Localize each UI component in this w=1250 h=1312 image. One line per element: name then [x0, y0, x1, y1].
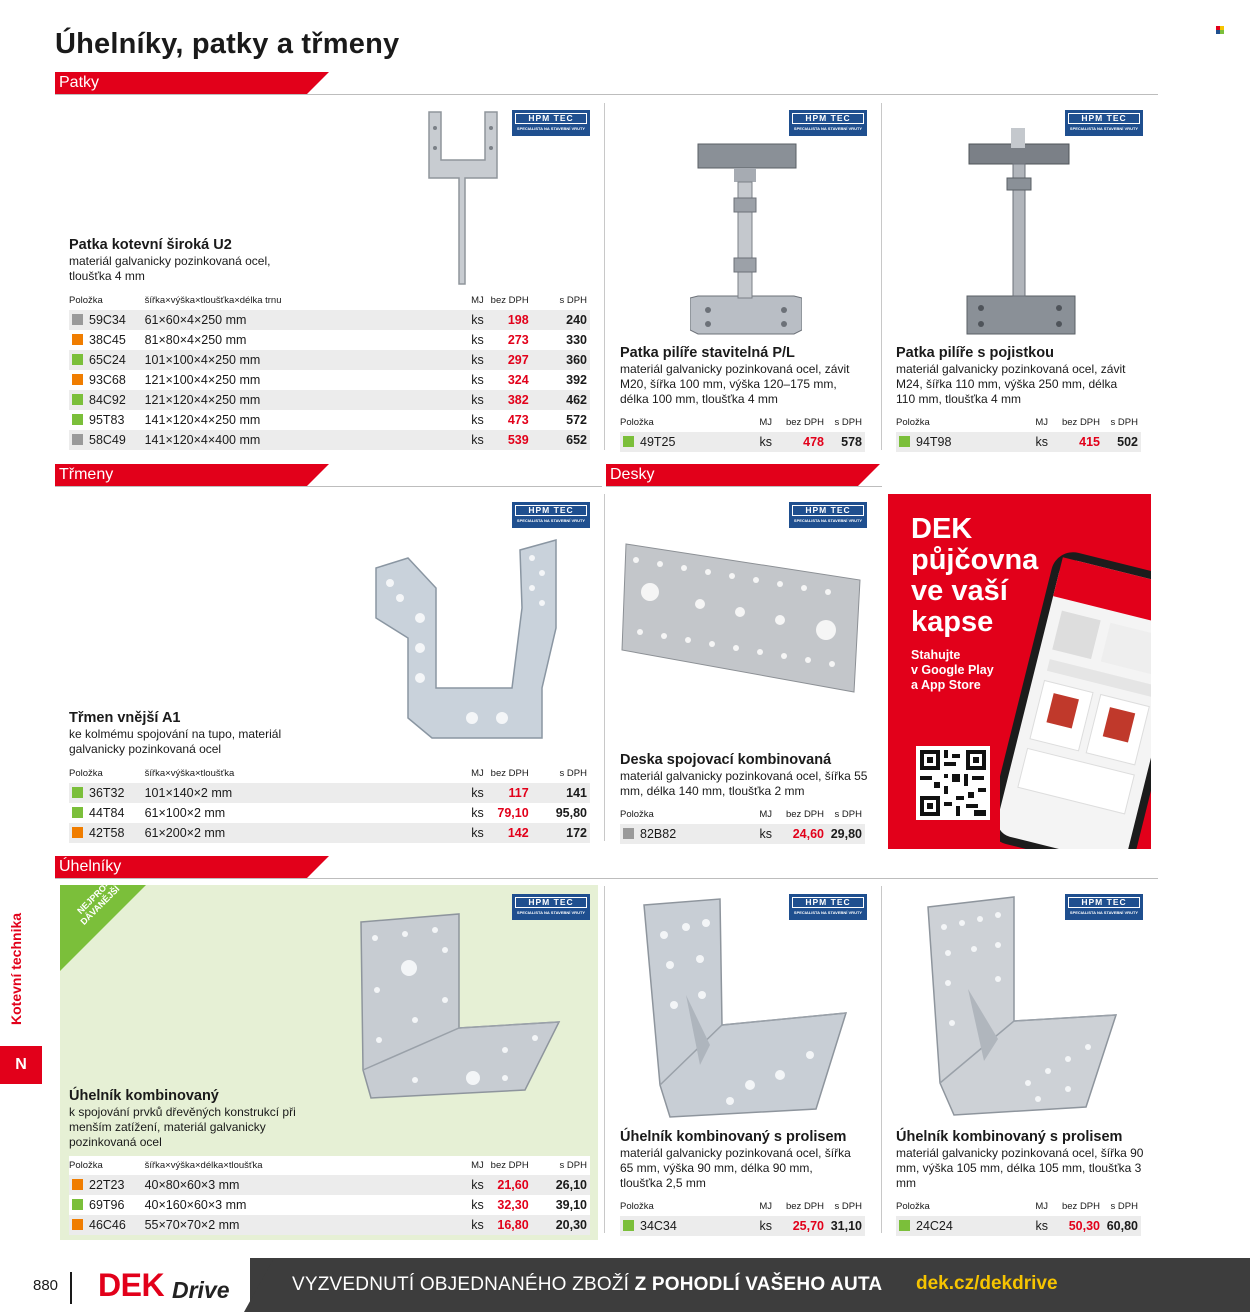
- hpm-tec-logo: HPM TEC SPECIALISTA NA STAVEBNÍ VRUTY: [789, 502, 867, 528]
- footer-banner: [0, 1258, 1250, 1312]
- table-header-item: Položka: [620, 413, 734, 432]
- item-code: 46C46: [89, 1218, 126, 1232]
- item-dimensions: 101×140×2 mm: [145, 783, 400, 803]
- column-divider: [604, 103, 605, 450]
- item-dimensions: 40×80×60×3 mm: [145, 1175, 400, 1195]
- promo-headline: kapse: [911, 606, 994, 638]
- product-title: Úhelník kombinovaný s prolisem: [896, 1129, 1123, 1145]
- table-header-dims: šířka×výška×tloušťka×délka trnu: [145, 291, 400, 310]
- table-header-gross: s DPH: [529, 764, 590, 783]
- availability-swatch-icon: [72, 374, 83, 385]
- item-code: 69T96: [89, 1198, 125, 1212]
- table-row: [69, 350, 590, 370]
- table-header-dims: šířka×výška×tloušťka: [145, 764, 400, 783]
- item-unit: ks: [400, 1195, 484, 1215]
- item-code-cell: [69, 1215, 145, 1235]
- product-title: Patka pilíře s pojistkou: [896, 345, 1054, 361]
- item-price-net: 50,30: [1048, 1216, 1100, 1236]
- corner-mark-icon: [1216, 26, 1226, 34]
- item-price-gross: 95,80: [529, 803, 590, 823]
- uhelnik-prolis-90-image: [918, 893, 1118, 1118]
- item-unit: ks: [1010, 1216, 1048, 1236]
- table-header-item: Položka: [896, 413, 1010, 432]
- item-price-gross: 652: [529, 430, 590, 450]
- item-unit: ks: [400, 330, 484, 350]
- availability-swatch-icon: [72, 334, 83, 345]
- item-price-net: 142: [484, 823, 529, 843]
- section-divider: [55, 878, 1158, 879]
- availability-swatch-icon: [72, 1219, 83, 1230]
- item-dimensions: 61×100×2 mm: [145, 803, 400, 823]
- table-row: [69, 1175, 590, 1195]
- table-row: [896, 1216, 1141, 1236]
- uhelnik-kombinovany-image: [355, 910, 565, 1100]
- product-description: materiál galvanicky pozinkovaná ocel, závit M20, šířka 100 mm, výška 120–175 mm, délka 100 mm, tloušťka 4 mm: [620, 362, 850, 406]
- section-divider: [55, 486, 602, 487]
- page-number-divider: [70, 1272, 72, 1304]
- item-price-net: 16,80: [484, 1215, 529, 1235]
- item-dimensions: 61×60×4×250 mm: [145, 310, 400, 330]
- promo-subtext: v Google Play: [911, 663, 994, 677]
- table-header-mj: MJ: [734, 1197, 772, 1216]
- table-row: [69, 1195, 590, 1215]
- item-price-gross: 26,10: [529, 1175, 590, 1195]
- item-price-gross: 360: [529, 350, 590, 370]
- table-header-gross: s DPH: [824, 413, 865, 432]
- item-code-cell: [69, 803, 145, 823]
- product-description: k spojování prvků dřevěných konstrukcí při menším zatížení, materiál galvanicky pozinkovaná ocel: [69, 1105, 296, 1149]
- item-code-cell: [69, 330, 145, 350]
- patka-stavitelna-image: [690, 138, 802, 338]
- item-price-net: 198: [484, 310, 529, 330]
- table-header-mj: MJ: [1010, 1197, 1048, 1216]
- product-title: Patka kotevní široká U2: [69, 237, 232, 253]
- item-price-net: 117: [484, 783, 529, 803]
- item-price-gross: 240: [529, 310, 590, 330]
- table-header-mj: MJ: [734, 805, 772, 824]
- item-price-gross: 392: [529, 370, 590, 390]
- column-divider: [604, 494, 605, 841]
- product-table: [69, 1156, 590, 1235]
- section-divider: [55, 94, 1158, 95]
- hpm-tec-logo: HPM TEC SPECIALISTA NA STAVEBNÍ VRUTY: [512, 110, 590, 136]
- item-code-cell: [69, 370, 145, 390]
- item-unit: ks: [400, 410, 484, 430]
- patka-u2-image: [425, 108, 505, 288]
- table-row: [69, 823, 590, 843]
- promo-subtext: Stahujte: [911, 648, 961, 662]
- item-code: 38C45: [89, 333, 126, 347]
- section-tab-trmeny: Třmeny: [55, 464, 325, 486]
- item-price-gross: 330: [529, 330, 590, 350]
- item-code-cell: [620, 824, 734, 844]
- item-price-net: 21,60: [484, 1175, 529, 1195]
- product-title: Patka pilíře stavitelná P/L: [620, 345, 795, 361]
- item-price-net: 473: [484, 410, 529, 430]
- table-header-item: Položka: [69, 764, 145, 783]
- item-unit: ks: [400, 430, 484, 450]
- availability-swatch-icon: [72, 807, 83, 818]
- item-unit: ks: [400, 803, 484, 823]
- product-description: materiál galvanicky pozinkovaná ocel, šířka 65 mm, výška 90 mm, délka 90 mm, tloušťka 2,5 mm: [620, 1146, 851, 1190]
- item-code-cell: [69, 823, 145, 843]
- item-dimensions: 61×200×2 mm: [145, 823, 400, 843]
- item-code: 58C49: [89, 433, 126, 447]
- promo-headline: ve vaší: [911, 575, 1008, 607]
- item-code: 36T32: [89, 786, 125, 800]
- item-dimensions: 40×160×60×3 mm: [145, 1195, 400, 1215]
- table-row: [69, 803, 590, 823]
- availability-swatch-icon: [72, 394, 83, 405]
- patka-pojistka-image: [965, 128, 1077, 338]
- item-price-gross: 172: [529, 823, 590, 843]
- item-dimensions: 55×70×70×2 mm: [145, 1215, 400, 1235]
- item-unit: ks: [734, 1216, 772, 1236]
- product-table: [69, 764, 590, 843]
- item-unit: ks: [400, 823, 484, 843]
- footer-message: VYZVEDNUTÍ OBJEDNANÉHO ZBOŽÍ Z POHODLÍ VAŠEHO AUTA: [292, 1274, 883, 1295]
- item-price-net: 25,70: [772, 1216, 824, 1236]
- table-header-mj: MJ: [1010, 413, 1048, 432]
- item-dimensions: 141×120×4×400 mm: [145, 430, 400, 450]
- item-price-net: 478: [772, 432, 824, 452]
- table-header-mj: MJ: [734, 413, 772, 432]
- promo-headline: DEK: [911, 513, 973, 545]
- item-code: 59C34: [89, 313, 126, 327]
- product-description: materiál galvanicky pozinkovaná ocel, šířka 55 mm, délka 140 mm, tloušťka 2 mm: [620, 769, 868, 798]
- product-description: ke kolmému spojování na tupo, materiál galvanicky pozinkovaná ocel: [69, 727, 282, 756]
- dek-drive-logo-suffix: Drive: [172, 1277, 230, 1303]
- item-code: 95T83: [89, 413, 125, 427]
- item-unit: ks: [734, 824, 772, 844]
- item-unit: ks: [400, 350, 484, 370]
- item-unit: ks: [400, 783, 484, 803]
- item-code: 94T98: [916, 435, 952, 449]
- chapter-label: Kotevní technika: [8, 912, 24, 1025]
- section-tab-desky: Desky: [606, 464, 882, 486]
- hpm-tec-logo: HPM TEC SPECIALISTA NA STAVEBNÍ VRUTY: [1065, 110, 1143, 136]
- table-header-mj: MJ: [400, 764, 484, 783]
- table-row: [620, 1216, 865, 1236]
- availability-swatch-icon: [72, 1199, 83, 1210]
- column-divider: [604, 886, 605, 1233]
- uhelnik-prolis-65-image: [630, 895, 848, 1120]
- item-unit: ks: [400, 370, 484, 390]
- product-table: [620, 1197, 865, 1236]
- table-header-mj: MJ: [400, 291, 484, 310]
- item-unit: ks: [400, 1215, 484, 1235]
- availability-swatch-icon: [623, 1220, 634, 1231]
- item-price-gross: 462: [529, 390, 590, 410]
- table-header-gross: s DPH: [1100, 1197, 1141, 1216]
- item-code: 24C24: [916, 1219, 953, 1233]
- item-code: 49T25: [640, 435, 676, 449]
- item-code-cell: [620, 432, 734, 452]
- item-unit: ks: [400, 1175, 484, 1195]
- item-price-net: 297: [484, 350, 529, 370]
- product-title: Deska spojovací kombinovaná: [620, 752, 832, 768]
- product-table: [620, 805, 865, 844]
- item-price-gross: 572: [529, 410, 590, 430]
- table-header-net: bez DPH: [484, 764, 529, 783]
- availability-swatch-icon: [623, 828, 634, 839]
- footer-slant: [244, 1258, 292, 1312]
- item-code: 34C34: [640, 1219, 677, 1233]
- item-dimensions: 121×100×4×250 mm: [145, 370, 400, 390]
- item-price-net: 32,30: [484, 1195, 529, 1215]
- product-description: materiál galvanicky pozinkovaná ocel, závit M24, šířka 110 mm, výška 250 mm, délka 110 mm, tloušťka 4 mm: [896, 362, 1126, 406]
- hpm-tec-logo: HPM TEC SPECIALISTA NA STAVEBNÍ VRUTY: [512, 502, 590, 528]
- item-price-net: 24,60: [772, 824, 824, 844]
- product-description: materiál galvanicky pozinkovaná ocel, šířka 90 mm, výška 105 mm, délka 105 mm, tloušťka 3 mm: [896, 1146, 1144, 1190]
- item-unit: ks: [400, 310, 484, 330]
- item-price-gross: 20,30: [529, 1215, 590, 1235]
- item-code-cell: [69, 1195, 145, 1215]
- table-header-net: bez DPH: [484, 1156, 529, 1175]
- page-number: 880: [33, 1277, 59, 1294]
- availability-swatch-icon: [72, 414, 83, 425]
- section-divider: [606, 486, 882, 487]
- table-header-item: Položka: [620, 805, 734, 824]
- item-code: 82B82: [640, 827, 677, 841]
- footer-url-link[interactable]: dek.cz/dekdrive: [916, 1273, 1058, 1294]
- item-unit: ks: [734, 432, 772, 452]
- table-header-net: bez DPH: [1048, 413, 1100, 432]
- item-price-gross: 31,10: [824, 1216, 865, 1236]
- qr-code-icon[interactable]: [916, 746, 990, 820]
- table-row: [69, 430, 590, 450]
- item-code: 22T23: [89, 1178, 125, 1192]
- section-tab-patky: Patky: [55, 72, 325, 94]
- item-code-cell: [896, 432, 1010, 452]
- item-price-net: 79,10: [484, 803, 529, 823]
- table-header-net: bez DPH: [484, 291, 529, 310]
- item-price-net: 324: [484, 370, 529, 390]
- availability-swatch-icon: [72, 827, 83, 838]
- item-code-cell: [69, 410, 145, 430]
- item-price-gross: 502: [1100, 432, 1141, 452]
- bestseller-badge-label: NEJPRO-DÁVANĚJŠÍ: [75, 880, 122, 927]
- item-code: 93C68: [89, 373, 126, 387]
- table-header-net: bez DPH: [1048, 1197, 1100, 1216]
- item-code: 42T58: [89, 826, 125, 840]
- table-header-gross: s DPH: [1100, 413, 1141, 432]
- table-row: [69, 370, 590, 390]
- table-header-item: Položka: [69, 1156, 145, 1175]
- table-header-net: bez DPH: [772, 1197, 824, 1216]
- table-header-item: Položka: [896, 1197, 1010, 1216]
- product-title: Třmen vnější A1: [69, 710, 181, 726]
- product-table: [896, 413, 1141, 452]
- item-price-net: 382: [484, 390, 529, 410]
- item-dimensions: 81×80×4×250 mm: [145, 330, 400, 350]
- item-price-gross: 39,10: [529, 1195, 590, 1215]
- table-header-mj: MJ: [400, 1156, 484, 1175]
- phone-app-image: [1000, 549, 1151, 849]
- item-price-gross: 60,80: [1100, 1216, 1141, 1236]
- table-header-item: Položka: [620, 1197, 734, 1216]
- product-title: Úhelník kombinovaný s prolisem: [620, 1129, 847, 1145]
- product-table: [69, 291, 590, 450]
- item-price-gross: 141: [529, 783, 590, 803]
- item-code-cell: [69, 783, 145, 803]
- item-code-cell: [69, 390, 145, 410]
- table-row: [69, 783, 590, 803]
- hpm-tec-logo: HPM TEC SPECIALISTA NA STAVEBNÍ VRUTY: [1065, 894, 1143, 920]
- table-row: [69, 330, 590, 350]
- availability-swatch-icon: [899, 1220, 910, 1231]
- trmen-a1-image: [372, 538, 562, 748]
- product-table: [896, 1197, 1141, 1236]
- table-header-net: bez DPH: [772, 805, 824, 824]
- item-price-net: 539: [484, 430, 529, 450]
- product-title: Úhelník kombinovaný: [69, 1088, 219, 1104]
- item-dimensions: 101×100×4×250 mm: [145, 350, 400, 370]
- table-row: [620, 824, 865, 844]
- item-unit: ks: [1010, 432, 1048, 452]
- item-dimensions: 121×120×4×250 mm: [145, 390, 400, 410]
- chapter-letter: N: [0, 1046, 42, 1084]
- promo-headline: půjčovna: [911, 544, 1039, 576]
- table-row: [69, 310, 590, 330]
- deska-image: [620, 540, 865, 695]
- column-divider: [881, 886, 882, 1233]
- table-header-dims: šířka×výška×délka×tloušťka: [145, 1156, 400, 1175]
- table-row: [620, 432, 865, 452]
- table-header-gross: s DPH: [529, 291, 590, 310]
- table-header-gross: s DPH: [824, 805, 865, 824]
- dek-pujcovna-promo[interactable]: [888, 494, 1151, 849]
- table-row: [69, 1215, 590, 1235]
- availability-swatch-icon: [72, 1179, 83, 1190]
- dek-drive-logo: DEK: [98, 1267, 165, 1303]
- item-code-cell: [69, 430, 145, 450]
- item-dimensions: 141×120×4×250 mm: [145, 410, 400, 430]
- table-row: [69, 390, 590, 410]
- availability-swatch-icon: [72, 787, 83, 798]
- table-header-gross: s DPH: [824, 1197, 865, 1216]
- item-price-gross: 29,80: [824, 824, 865, 844]
- item-code-cell: [69, 350, 145, 370]
- product-description: materiál galvanicky pozinkovaná ocel, tloušťka 4 mm: [69, 254, 271, 283]
- item-code: 84C92: [89, 393, 126, 407]
- availability-swatch-icon: [899, 436, 910, 447]
- availability-swatch-icon: [72, 434, 83, 445]
- availability-swatch-icon: [72, 314, 83, 325]
- hpm-tec-logo: HPM TEC SPECIALISTA NA STAVEBNÍ VRUTY: [789, 110, 867, 136]
- table-header-gross: s DPH: [529, 1156, 590, 1175]
- availability-swatch-icon: [72, 354, 83, 365]
- item-unit: ks: [400, 390, 484, 410]
- table-header-item: Položka: [69, 291, 145, 310]
- hpm-tec-logo: HPM TEC SPECIALISTA NA STAVEBNÍ VRUTY: [789, 894, 867, 920]
- column-divider: [881, 103, 882, 450]
- item-code-cell: [896, 1216, 1010, 1236]
- table-row: [896, 432, 1141, 452]
- section-tab-uhelniky: Úhelníky: [55, 856, 325, 878]
- promo-subtext: a App Store: [911, 678, 981, 692]
- item-code: 65C24: [89, 353, 126, 367]
- item-code-cell: [69, 1175, 145, 1195]
- page-title: Úhelníky, patky a třmeny: [55, 28, 400, 60]
- item-code-cell: [69, 310, 145, 330]
- item-price-net: 273: [484, 330, 529, 350]
- item-code-cell: [620, 1216, 734, 1236]
- item-price-gross: 578: [824, 432, 865, 452]
- product-table: [620, 413, 865, 452]
- table-row: [69, 410, 590, 430]
- table-header-net: bez DPH: [772, 413, 824, 432]
- availability-swatch-icon: [623, 436, 634, 447]
- item-code: 44T84: [89, 806, 125, 820]
- item-price-net: 415: [1048, 432, 1100, 452]
- hpm-tec-logo: HPM TEC SPECIALISTA NA STAVEBNÍ VRUTY: [512, 894, 590, 920]
